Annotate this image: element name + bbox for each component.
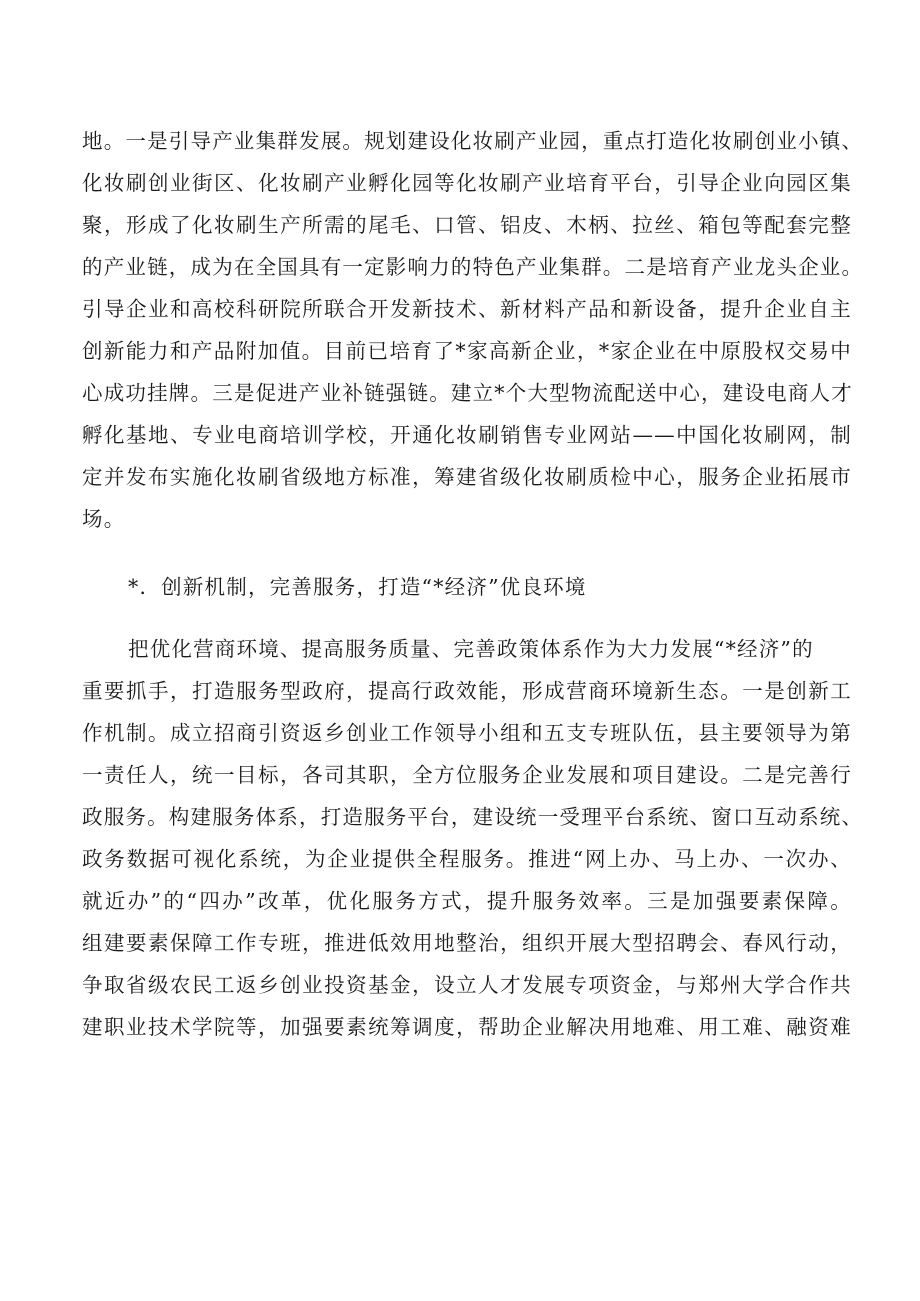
- paragraph-1-line-1: 地。一是引导产业集群发展。规划建设化妆刷产业园，重点打造化妆刷创业小镇、: [82, 129, 864, 153]
- paragraph-1-line-2: 化妆刷创业街区、化妆刷产业孵化园等化妆刷产业培育平台，引导企业向园区集: [82, 171, 852, 195]
- paragraph-2-line-5: 政服务。构建服务体系，打造服务平台，建设统一受理平台系统、窗口互动系统、: [82, 805, 864, 829]
- paragraph-1-line-5: 引导企业和高校科研院所联合开发新技术、新材料产品和新设备，提升企业自主: [82, 297, 852, 321]
- paragraph-1-line-4: 的产业链，成为在全国具有一定影响力的特色产业集群。二是培育产业龙头企业。: [82, 255, 864, 279]
- paragraph-1-line-10: 场。: [82, 507, 126, 531]
- paragraph-2-line-3: 作机制。成立招商引资返乡创业工作领导小组和五支专班队伍，县主要领导为第: [82, 721, 852, 745]
- paragraph-1-line-9: 定并发布实施化妆刷省级地方标准，筹建省级化妆刷质检中心，服务企业拓展市: [82, 465, 852, 489]
- paragraph-2-line-10: 建职业技术学院等，加强要素统筹调度，帮助企业解决用地难、用工难、融资难: [82, 1015, 852, 1039]
- paragraph-2-line-1: 把优化营商环境、提高服务质量、完善政策体系作为大力发展“*经济”的: [128, 637, 814, 661]
- paragraph-1-line-3: 聚，形成了化妆刷生产所需的尾毛、口管、铝皮、木柄、拉丝、箱包等配套完整: [82, 213, 852, 237]
- paragraph-2-line-8: 组建要素保障工作专班，推进低效用地整治，组织开展大型招聘会、春风行动，: [82, 931, 852, 955]
- paragraph-2-line-7: 就近办”的“四办”改革，优化服务方式，提升服务效率。三是加强要素保障。: [82, 889, 852, 913]
- paragraph-2-line-6: 政务数据可视化系统，为企业提供全程服务。推进“网上办、马上办、一次办、: [82, 847, 852, 871]
- paragraph-2-line-9: 争取省级农民工返乡创业投资基金，设立人才发展专项资金，与郑州大学合作共: [82, 973, 852, 997]
- paragraph-1-line-8: 孵化基地、专业电商培训学校，开通化妆刷销售专业网站——中国化妆刷网，制: [82, 423, 852, 447]
- section-heading: *．创新机制，完善服务，打造“*经济”优良环境: [128, 575, 587, 599]
- paragraph-1-line-7: 心成功挂牌。三是促进产业补链强链。建立*个大型物流配送中心，建设电商人才: [82, 381, 853, 405]
- paragraph-2-line-2: 重要抓手，打造服务型政府，提高行政效能，形成营商环境新生态。一是创新工: [82, 679, 852, 703]
- paragraph-1-line-6: 创新能力和产品附加值。目前已培育了*家高新企业，*家企业在中原股权交易中: [82, 339, 852, 363]
- paragraph-2-line-4: 一责任人，统一目标，各司其职，全方位服务企业发展和项目建设。二是完善行: [82, 763, 852, 787]
